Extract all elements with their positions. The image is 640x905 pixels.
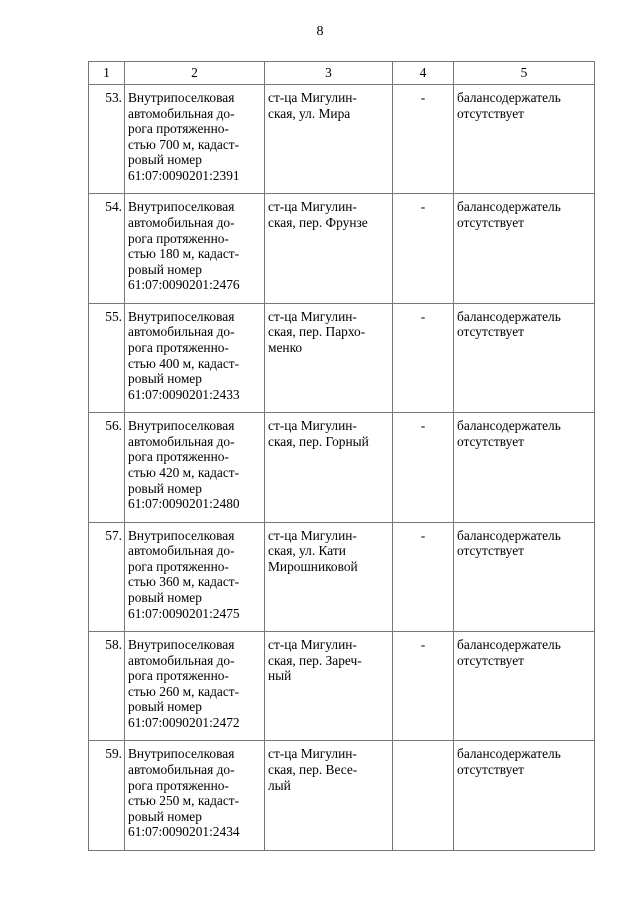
address-line: лый — [268, 777, 291, 793]
object-name-line: рога протяженно- — [128, 339, 229, 355]
object-name-cell — [125, 194, 265, 303]
table-row — [89, 631, 595, 740]
object-name-line: автомобильная до- — [128, 761, 235, 777]
holder-cell — [454, 413, 595, 522]
object-name-line: ровый номер — [128, 371, 202, 387]
object-name-cell — [125, 413, 265, 522]
address-cell — [265, 741, 393, 850]
table-row — [89, 303, 595, 412]
holder-line: балансодержатель — [457, 418, 561, 434]
object-name-line: Внутрипоселковая — [128, 90, 235, 105]
address-line: ская, пер. Зареч- — [268, 652, 362, 668]
object-name-line: ровый номер — [128, 699, 202, 715]
object-name-line: 61:07:0090201:2480 — [128, 496, 240, 512]
object-name-line: ровый номер — [128, 589, 202, 605]
object-name-line: автомобильная до- — [128, 105, 235, 121]
col4-cell: - — [393, 85, 454, 194]
table-row — [89, 85, 595, 194]
address-cell — [265, 413, 393, 522]
col4-cell: - — [393, 303, 454, 412]
table-row — [89, 522, 595, 631]
row-number: 58. — [89, 631, 125, 740]
table-row — [89, 194, 595, 303]
object-name-line: стью 400 м, кадаст- — [128, 355, 240, 371]
object-name-line: стью 260 м, кадаст- — [128, 683, 240, 699]
holder-cell — [454, 303, 595, 412]
object-name-line: Внутрипоселковая — [128, 746, 235, 762]
col4-cell — [393, 741, 454, 850]
row-number: 56. — [89, 413, 125, 522]
address-line: ст-ца Мигулин- — [268, 90, 357, 105]
col4-cell: - — [393, 194, 454, 303]
page-number: 8 — [316, 24, 324, 39]
address-line: ская, пер. Весе- — [268, 761, 358, 777]
row-number: 55. — [89, 303, 125, 412]
object-name-line: 61:07:0090201:2433 — [128, 386, 240, 402]
object-name-line: стью 700 м, кадаст- — [128, 136, 240, 152]
header-col-3: 3 — [265, 62, 393, 85]
object-name-line: стью 250 м, кадаст- — [128, 793, 240, 809]
address-line: Мирошниковой — [268, 558, 358, 574]
holder-line: балансодержатель — [457, 90, 561, 105]
row-number: 54. — [89, 194, 125, 303]
table-row — [89, 413, 595, 522]
col4-cell: - — [393, 631, 454, 740]
address-line: ская, пер. Горный — [268, 433, 369, 449]
header-col-5: 5 — [454, 62, 595, 85]
object-name-line: Внутрипоселковая — [128, 418, 235, 434]
object-name-line: рога протяженно- — [128, 777, 229, 793]
header-col-4: 4 — [393, 62, 454, 85]
object-name-line: стью 180 м, кадаст- — [128, 246, 240, 262]
header-col-1: 1 — [89, 62, 125, 85]
object-name-line: рога протяженно- — [128, 558, 229, 574]
holder-line: балансодержатель — [457, 746, 561, 762]
holder-cell — [454, 194, 595, 303]
address-cell — [265, 522, 393, 631]
address-line: ская, пер. Фрунзе — [268, 214, 368, 230]
holder-line: отсутствует — [457, 433, 524, 449]
holder-line: балансодержатель — [457, 636, 561, 652]
address-cell — [265, 631, 393, 740]
row-number: 59. — [89, 741, 125, 850]
address-line: ст-ца Мигулин- — [268, 746, 357, 762]
address-line: ская, ул. Кати — [268, 543, 346, 559]
address-line: ст-ца Мигулин- — [268, 308, 357, 324]
object-name-line: рога протяженно- — [128, 121, 229, 137]
object-name-line: ровый номер — [128, 480, 202, 496]
object-name-line: 61:07:0090201:2391 — [128, 167, 240, 183]
holder-line: отсутствует — [457, 214, 524, 230]
object-name-cell — [125, 522, 265, 631]
object-name-line: автомобильная до- — [128, 214, 235, 230]
object-name-line: стью 360 м, кадаст- — [128, 574, 240, 590]
holder-cell — [454, 631, 595, 740]
row-number: 53. — [89, 85, 125, 194]
object-name-line: ровый номер — [128, 152, 202, 168]
object-name-line: 61:07:0090201:2472 — [128, 714, 240, 730]
holder-cell — [454, 522, 595, 631]
object-name-line: рога протяженно- — [128, 449, 229, 465]
object-name-line: автомобильная до- — [128, 433, 235, 449]
address-line: ская, пер. Пархо- — [268, 324, 366, 340]
holder-line: балансодержатель — [457, 308, 561, 324]
address-cell — [265, 194, 393, 303]
address-line: ст-ца Мигулин- — [268, 199, 357, 215]
address-line: ный — [268, 668, 292, 684]
header-col-2: 2 — [125, 62, 265, 85]
address-cell — [265, 85, 393, 194]
address-cell — [265, 303, 393, 412]
holder-line: отсутствует — [457, 543, 524, 559]
holder-line: отсутствует — [457, 105, 524, 121]
object-name-line: рога протяженно- — [128, 668, 229, 684]
col4-cell: - — [393, 413, 454, 522]
address-line: ст-ца Мигулин- — [268, 636, 357, 652]
object-name-cell — [125, 631, 265, 740]
object-name-line: 61:07:0090201:2475 — [128, 605, 240, 621]
object-name-line: ровый номер — [128, 261, 202, 277]
holder-line: отсутствует — [457, 652, 524, 668]
object-name-line: автомобильная до- — [128, 652, 235, 668]
object-name-line: Внутрипоселковая — [128, 199, 235, 215]
header-row — [89, 62, 595, 85]
object-name-line: Внутрипоселковая — [128, 308, 235, 324]
object-name-line: 61:07:0090201:2434 — [128, 824, 240, 840]
holder-cell — [454, 741, 595, 850]
address-line: ст-ца Мигулин- — [268, 527, 357, 543]
object-name-line: 61:07:0090201:2476 — [128, 277, 240, 293]
object-name-cell — [125, 85, 265, 194]
row-number: 57. — [89, 522, 125, 631]
object-name-line: ровый номер — [128, 808, 202, 824]
address-line: ст-ца Мигулин- — [268, 418, 357, 434]
holder-line: отсутствует — [457, 761, 524, 777]
table-row — [89, 741, 595, 850]
object-name-line: рога протяженно- — [128, 230, 229, 246]
address-line: ская, ул. Мира — [268, 105, 351, 121]
object-name-line: Внутрипоселковая — [128, 636, 235, 652]
holder-cell — [454, 85, 595, 194]
holder-line: балансодержатель — [457, 199, 561, 215]
holder-line: балансодержатель — [457, 527, 561, 543]
col4-cell: - — [393, 522, 454, 631]
registry-table — [88, 61, 595, 851]
address-line: менко — [268, 339, 303, 355]
object-name-cell — [125, 303, 265, 412]
object-name-line: автомобильная до- — [128, 543, 235, 559]
object-name-line: Внутрипоселковая — [128, 527, 235, 543]
object-name-line: стью 420 м, кадаст- — [128, 464, 240, 480]
object-name-line: автомобильная до- — [128, 324, 235, 340]
holder-line: отсутствует — [457, 324, 524, 340]
object-name-cell — [125, 741, 265, 850]
